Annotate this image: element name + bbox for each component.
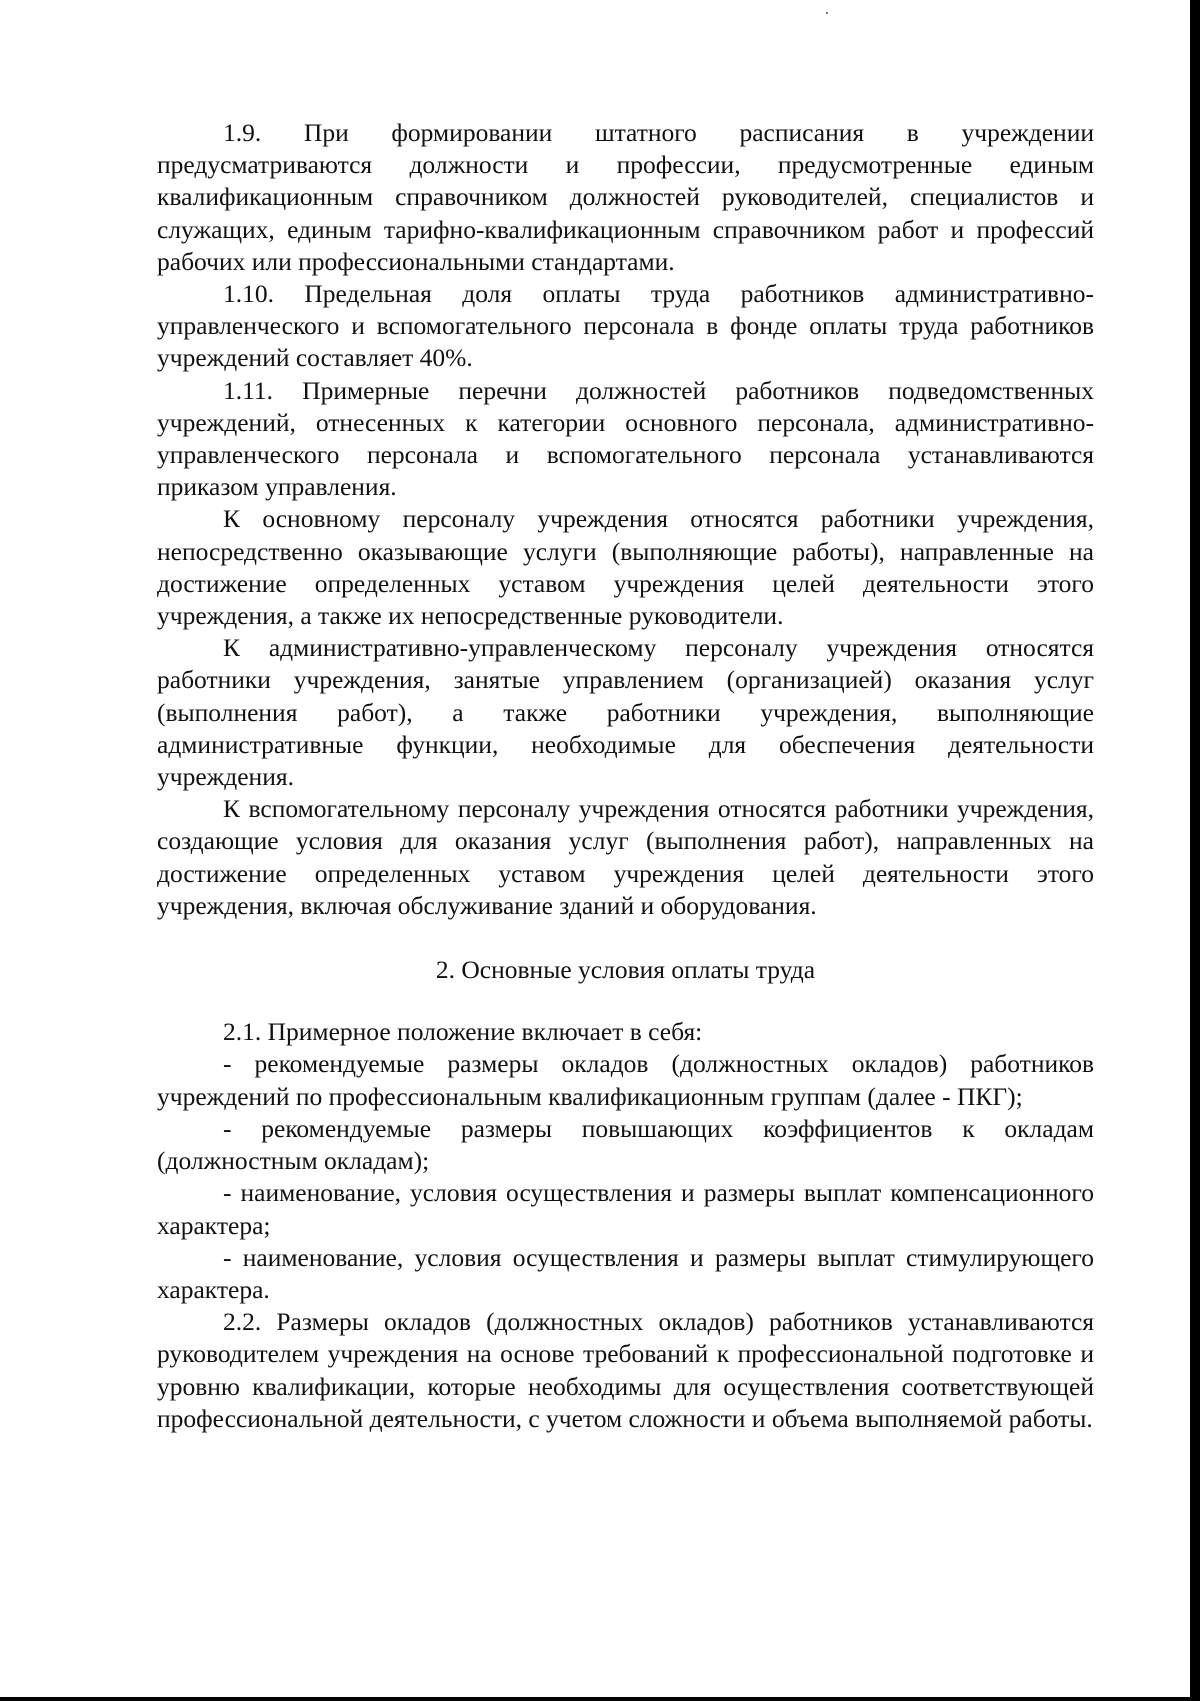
section-heading: 2. Основные условия оплаты труда: [435, 955, 816, 985]
list-item-coefficients: - рекомендуемые размеры повышающих коэффициентов к окладам (должностным окладам);: [157, 1113, 1094, 1176]
paragraph-main-staff: К основному персоналу учреждения относятся работники учреждения, непосредственно оказывающие услуги (выполняющие работы), направленные на достижение определенных уставом учреждения целей деятельности этого учреждения, а также их непосредственные руководители.: [157, 504, 1094, 631]
scan-edge-right: [1190, 0, 1200, 1701]
paragraph-support-staff: К вспомогательному персоналу учреждения относятся работники учреждения, создающие условия для оказания услуг (выполнения работ), направленных на достижение определенных уставом учреждения целей деятельности этого учреждения, включая обслуживание зданий и оборудования.: [157, 794, 1094, 920]
paragraph-2-1: 2.1. Примерное положение включает в себя:: [223, 1017, 703, 1047]
paragraph-1-11: 1.11. Примерные перечни должностей работников подведомственных учреждений, отнесенных к категории основного персонала, административно-управленческого персонала и вспомогательного персонала устанавливаются приказом управления.: [157, 375, 1094, 502]
list-item-salaries: - рекомендуемые размеры окладов (должностных окладов) работников учреждений по профессиональным квалификационным группам (далее - ПКГ);: [157, 1049, 1094, 1111]
paragraph-1-9: 1.9. При формировании штатного расписания в учреждении предусматриваются должности и профессии, предусмотренные единым квалификационным справочником должностей руководителей, специалистов и служащих, единым тарифно-квалификационным справочником работ и профессий рабочих или профессиональными стандартами.: [157, 118, 1094, 276]
paragraph-1-10: 1.10. Предельная доля оплаты труда работников административно-управленческого и вспомогательного персонала в фонде оплаты труда работников учреждений составляет 40%.: [157, 279, 1094, 373]
scan-speck: [826, 12, 828, 14]
paragraph-2-2: 2.2. Размеры окладов (должностных окладов) работников устанавливаются руководителем учреждения на основе требований к профессиональной подготовке и уровню квалификации, которые необходимы для осуществления соответствующей профессиональной деятельности, с учетом сложности и объема выполняемой работы.: [157, 1307, 1094, 1433]
document-page: [157, 117, 1094, 1435]
paragraph-admin-staff: К административно-управленческому персоналу учреждения относятся работники учреждения, занятые управлением (организацией) оказания услуг (выполнения работ), а также работники учреждения, выполняющие административные функции, необходимые для обеспечения деятельности учреждения.: [157, 633, 1094, 792]
list-item-compensation: - наименование, условия осуществления и размеры выплат компенсационного характера;: [157, 1178, 1094, 1240]
scan-edge-bottom: [0, 1697, 1200, 1701]
list-item-incentive: - наименование, условия осуществления и размеры выплат стимулирующего характера.: [157, 1242, 1094, 1304]
